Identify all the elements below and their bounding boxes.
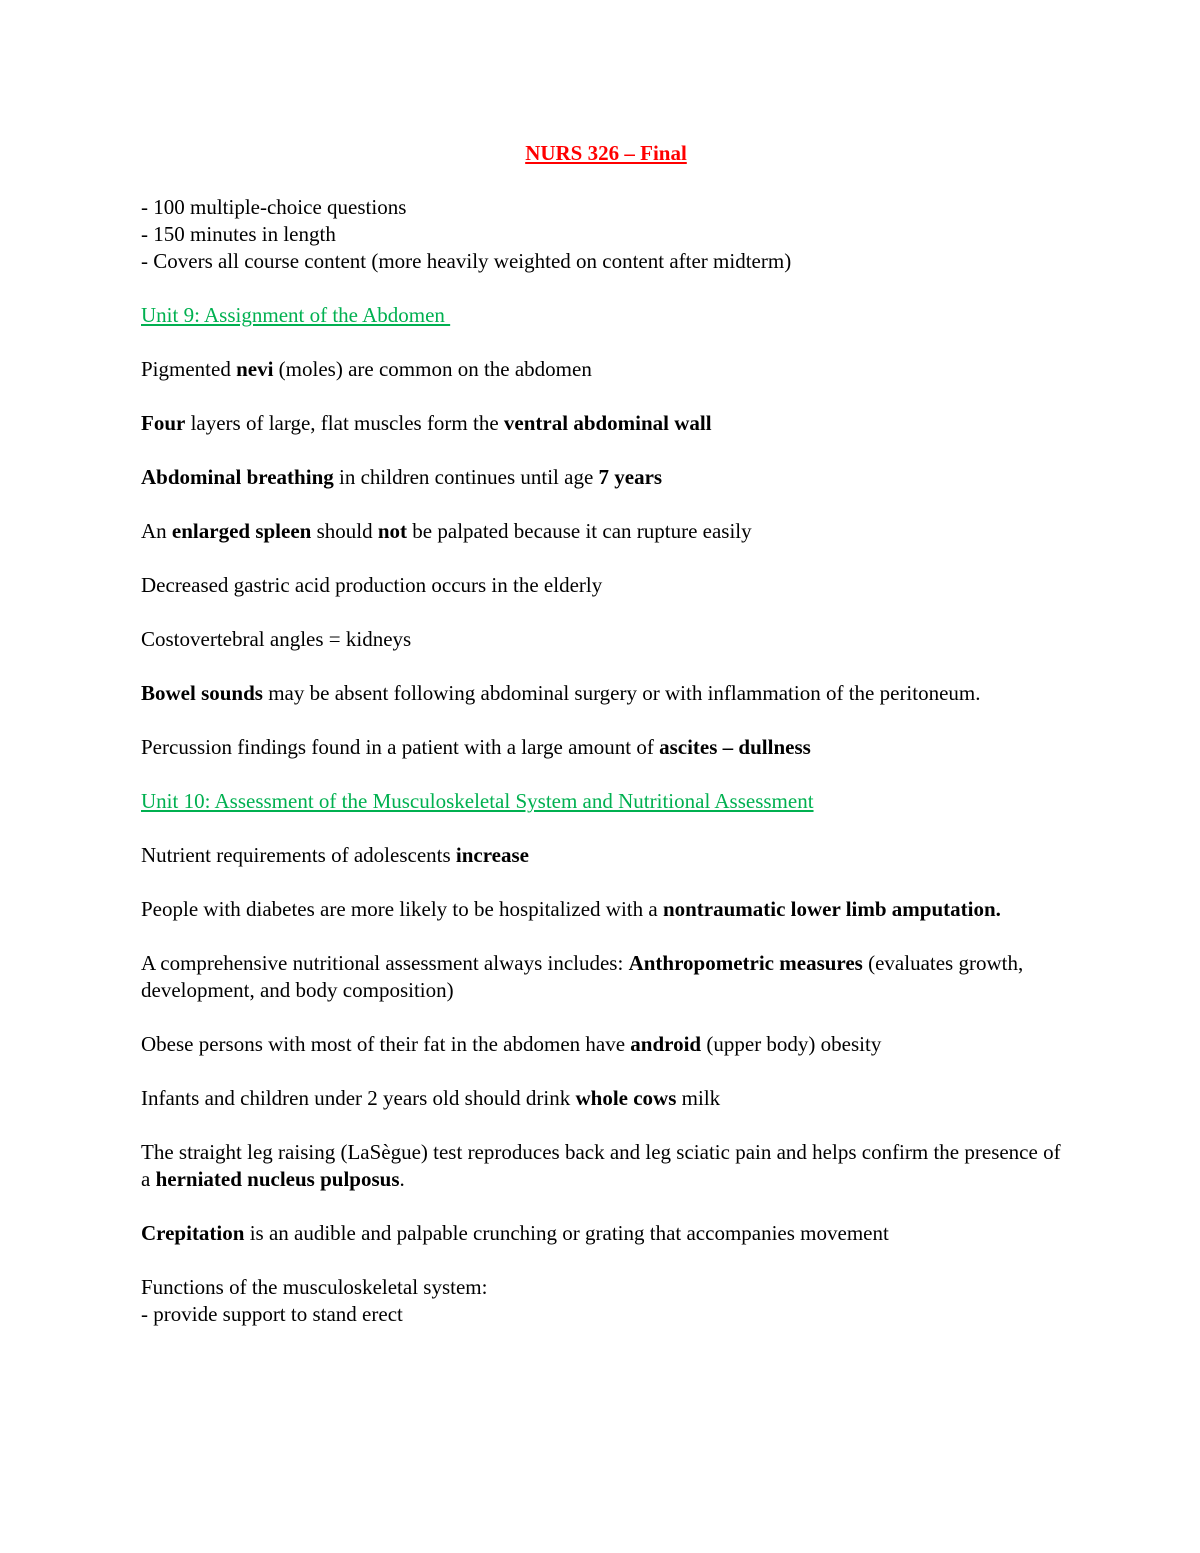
functions-list xyxy=(141,1274,1071,1328)
text-run: Percussion findings found in a patient with a large amount of xyxy=(141,735,660,759)
unit10-paragraph xyxy=(141,1220,1071,1247)
unit10-paragraph xyxy=(141,950,1071,1004)
bold-text: ascites – dullness xyxy=(659,735,811,759)
bold-text: Crepitation xyxy=(141,1221,245,1245)
document-page xyxy=(141,140,1071,1355)
bold-text: Bowel sounds xyxy=(141,681,263,705)
text-run: . xyxy=(399,1167,405,1191)
text-run: may be absent following abdominal surgery or with inflammation of the peritoneum. xyxy=(262,681,981,705)
unit9-paragraph xyxy=(141,680,1071,707)
intro-line: - 150 minutes in length xyxy=(141,222,336,246)
text-run: Obese persons with most of their fat in the abdomen have xyxy=(141,1032,631,1056)
functions-label: Functions of the musculoskeletal system: xyxy=(141,1275,488,1299)
bold-text: increase xyxy=(455,843,529,867)
text-run: A comprehensive nutritional assessment always includes: xyxy=(141,951,629,975)
bold-text: enlarged spleen xyxy=(171,519,312,543)
text-run: should xyxy=(311,519,378,543)
bold-text: whole cows xyxy=(575,1086,677,1110)
text-run: Nutrient requirements of adolescents xyxy=(141,843,456,867)
text-run: Pigmented xyxy=(141,357,237,381)
text-run: Costovertebral angles = kidneys xyxy=(141,627,412,651)
unit10-content xyxy=(141,842,1071,1247)
text-run: (upper body) obesity xyxy=(701,1032,882,1056)
bold-text: android xyxy=(630,1032,702,1056)
text-run: Infants and children under 2 years old should drink xyxy=(141,1086,576,1110)
unit9-heading: Unit 9: Assignment of the Abdomen xyxy=(141,303,451,327)
unit9-paragraph xyxy=(141,518,1071,545)
bold-text: nontraumatic lower limb amputation. xyxy=(662,897,1001,921)
text-run: The straight leg raising (LaSègue) test reproduces back and leg sciatic pain and helps confirm the presence of a xyxy=(141,1140,1061,1191)
bold-text: nevi xyxy=(236,357,274,381)
text-run: layers of large, flat muscles form the xyxy=(185,411,504,435)
text-run: is an audible and palpable crunching or grating that accompanies movement xyxy=(244,1221,889,1245)
bold-text: Anthropometric measures xyxy=(628,951,863,975)
unit10-paragraph xyxy=(141,1139,1071,1193)
bold-text: herniated nucleus pulposus xyxy=(155,1167,400,1191)
unit10-paragraph xyxy=(141,842,1071,869)
unit9-content xyxy=(141,356,1071,761)
document-title: NURS 326 – Final xyxy=(525,141,687,165)
intro-line: - 100 multiple-choice questions xyxy=(141,195,407,219)
bold-text: Four xyxy=(141,411,186,435)
text-run: be palpated because it can rupture easily xyxy=(407,519,752,543)
unit9-paragraph xyxy=(141,626,1071,653)
bold-text: not xyxy=(377,519,408,543)
bold-text: Abdominal breathing xyxy=(141,465,334,489)
intro-line: - Covers all course content (more heavily weighted on content after midterm) xyxy=(141,249,792,273)
text-run: People with diabetes are more likely to be hospitalized with a xyxy=(141,897,663,921)
unit9-paragraph xyxy=(141,464,1071,491)
unit9-paragraph xyxy=(141,356,1071,383)
text-run: (evaluates growth, development, and body composition) xyxy=(141,951,1024,1002)
text-run: Decreased gastric acid production occurs in the elderly xyxy=(141,573,603,597)
intro-list xyxy=(141,194,1071,275)
function-item: - provide support to stand erect xyxy=(141,1302,403,1326)
bold-text: ventral abdominal wall xyxy=(503,411,712,435)
text-run: in children continues until age xyxy=(333,465,599,489)
unit9-paragraph xyxy=(141,572,1071,599)
unit10-heading: Unit 10: Assessment of the Musculoskeletal System and Nutritional Assessment xyxy=(141,789,814,813)
unit9-paragraph xyxy=(141,410,1071,437)
unit10-paragraph xyxy=(141,1085,1071,1112)
unit10-paragraph xyxy=(141,896,1071,923)
text-run: milk xyxy=(676,1086,721,1110)
unit10-paragraph xyxy=(141,1031,1071,1058)
text-run: (moles) are common on the abdomen xyxy=(273,357,592,381)
text-run: An xyxy=(141,519,172,543)
unit9-paragraph xyxy=(141,734,1071,761)
bold-text: 7 years xyxy=(598,465,663,489)
